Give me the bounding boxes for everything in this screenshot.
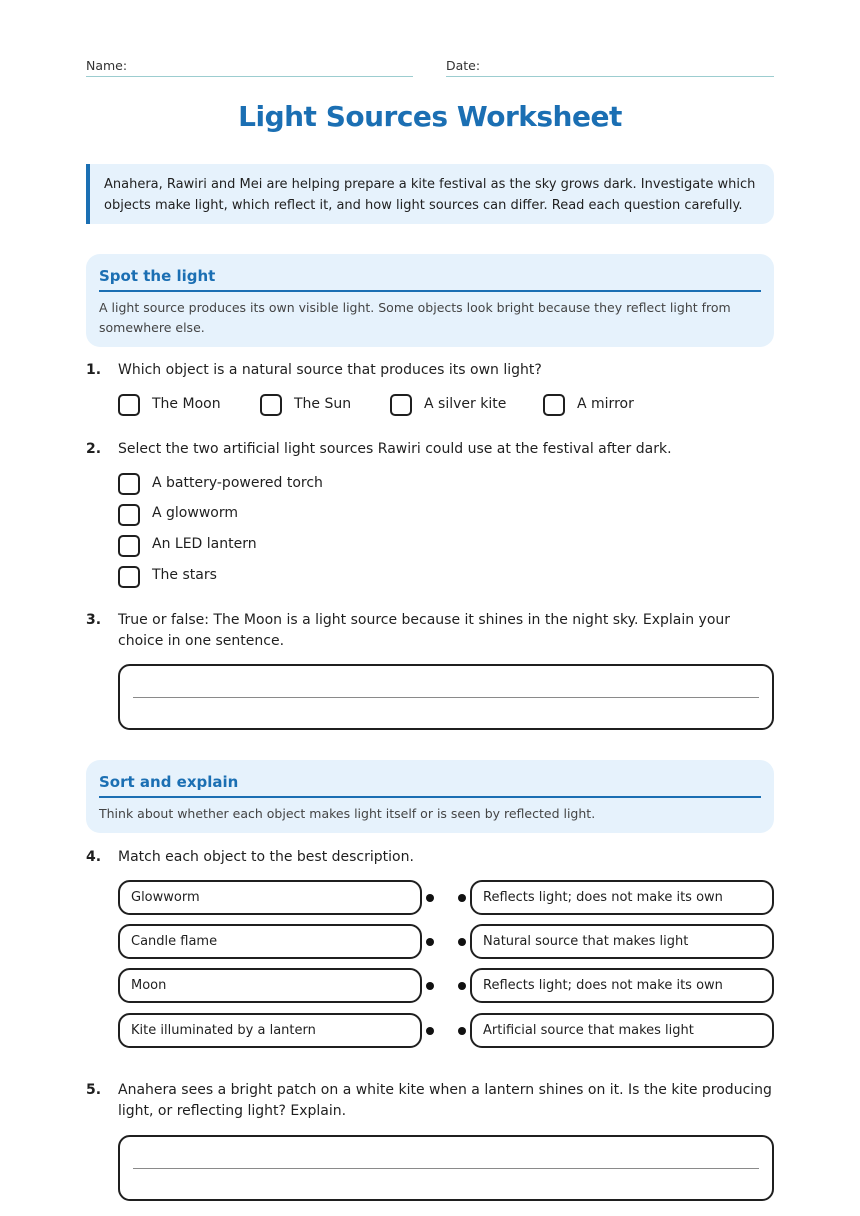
question-text: Select the two artificial light sources Rawiri could use at the festival after dark. bbox=[118, 441, 672, 457]
page-title: Light Sources Worksheet bbox=[238, 100, 622, 133]
question-text: Anahera sees a bright patch on a white kite when a lantern shines on it. Is the kite producing light, or reflecting light? Explain. bbox=[118, 1082, 772, 1119]
checkbox[interactable] bbox=[390, 394, 412, 416]
name-label: Name: bbox=[86, 58, 128, 73]
match-left-item: Glowworm bbox=[118, 880, 422, 915]
checkbox[interactable] bbox=[260, 394, 282, 416]
match-dot[interactable] bbox=[426, 982, 434, 990]
name-field[interactable] bbox=[86, 55, 413, 77]
option-label: An LED lantern bbox=[152, 536, 257, 552]
checkbox[interactable] bbox=[118, 566, 140, 588]
match-right-item: Artificial source that makes light bbox=[470, 1013, 774, 1048]
match-dot[interactable] bbox=[458, 894, 466, 902]
option-label: The Moon bbox=[152, 396, 221, 412]
match-left-item: Candle flame bbox=[118, 924, 422, 959]
question-text: True or false: The Moon is a light source because it shines in the night sky. Explain your choice in one sentence. bbox=[118, 612, 731, 649]
intro-callout: Anahera, Rawiri and Mei are helping prepare a kite festival as the sky grows dark. Investigate which objects make light, which reflect it, and how light sources can differ. Read each question carefully. bbox=[86, 164, 774, 224]
option-label: A silver kite bbox=[424, 396, 507, 412]
section-spot-the-light bbox=[86, 254, 774, 347]
checkbox[interactable] bbox=[118, 473, 140, 495]
date-label: Date: bbox=[446, 58, 481, 73]
answer-box[interactable] bbox=[118, 664, 774, 730]
answer-box[interactable] bbox=[118, 1135, 774, 1201]
question-number: 1. bbox=[86, 362, 102, 378]
section-description: Think about whether each object makes light itself or is seen by reflected light. bbox=[99, 806, 596, 821]
option-label: A battery-powered torch bbox=[152, 475, 323, 491]
question-text: Match each object to the best description. bbox=[118, 849, 414, 865]
section-heading: Spot the light bbox=[99, 266, 761, 292]
question-number: 2. bbox=[86, 441, 102, 457]
question-number: 5. bbox=[86, 1082, 102, 1098]
match-dot[interactable] bbox=[426, 938, 434, 946]
match-right-item: Reflects light; does not make its own bbox=[470, 968, 774, 1003]
match-dot[interactable] bbox=[426, 1027, 434, 1035]
checkbox[interactable] bbox=[543, 394, 565, 416]
section-description: A light source produces its own visible light. Some objects look bright because they reflect light from somewhere else. bbox=[99, 300, 731, 335]
match-dot[interactable] bbox=[426, 894, 434, 902]
checkbox[interactable] bbox=[118, 394, 140, 416]
checkbox[interactable] bbox=[118, 504, 140, 526]
section-heading: Sort and explain bbox=[99, 772, 761, 798]
writing-line bbox=[133, 697, 759, 698]
checkbox[interactable] bbox=[118, 535, 140, 557]
question-number: 4. bbox=[86, 849, 102, 865]
option-label: The stars bbox=[152, 567, 217, 583]
match-right-item: Natural source that makes light bbox=[470, 924, 774, 959]
date-field[interactable] bbox=[446, 55, 774, 77]
option-label: A mirror bbox=[577, 396, 634, 412]
match-dot[interactable] bbox=[458, 938, 466, 946]
option-label: A glowworm bbox=[152, 505, 238, 521]
section-sort-and-explain bbox=[86, 760, 774, 833]
match-left-item: Moon bbox=[118, 968, 422, 1003]
match-dot[interactable] bbox=[458, 1027, 466, 1035]
option-label: The Sun bbox=[294, 396, 352, 412]
question-number: 3. bbox=[86, 612, 102, 628]
match-right-item: Reflects light; does not make its own bbox=[470, 880, 774, 915]
match-left-item: Kite illuminated by a lantern bbox=[118, 1013, 422, 1048]
writing-line bbox=[133, 1168, 759, 1169]
question-text: Which object is a natural source that produces its own light? bbox=[118, 362, 542, 378]
match-dot[interactable] bbox=[458, 982, 466, 990]
